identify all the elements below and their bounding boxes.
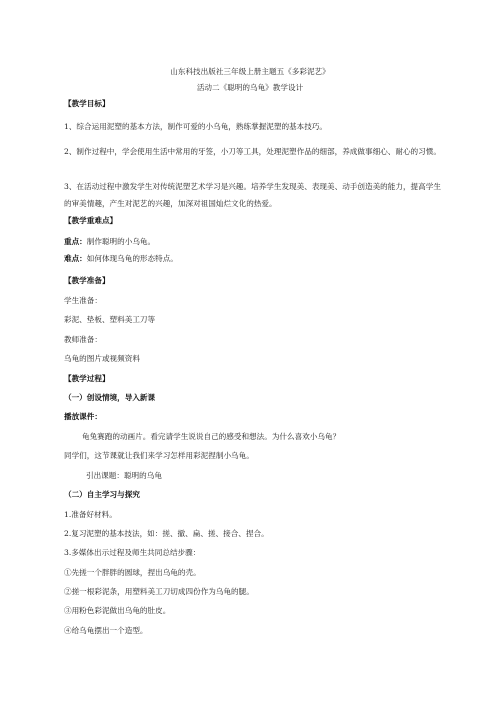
section-2-item-6: ③用粉色彩泥做出乌龟的肚皮。 xyxy=(64,606,171,615)
goal-item-1: 1、综合运用泥塑的基本方法，制作可爱的小乌龟，熟练掌握泥塑的基本技巧。 xyxy=(64,122,328,131)
section-2-title: （二）自主学习与探究 xyxy=(64,490,140,499)
section-2-item-4: ①先搓一个胖胖的圆球，捏出乌龟的壳。 xyxy=(64,568,201,577)
process-heading: 【教学过程】 xyxy=(64,374,110,383)
doc-title-line-2: 活动二《聪明的乌龟》教学设计 xyxy=(196,83,304,92)
section-2-item-5: ②搓一根彩泥条，用塑料美工刀切成四份作为乌龟的腿。 xyxy=(64,587,254,596)
key-points-heading: 【教学重难点】 xyxy=(64,216,118,225)
section-1-sub: 播放课件： xyxy=(64,412,102,421)
key-point-line xyxy=(64,236,444,247)
key-text: 制作聪明的小乌龟。 xyxy=(86,237,156,246)
prep-heading: 【教学准备】 xyxy=(64,276,110,285)
key-label: 重点： xyxy=(64,237,87,246)
difficulty-line xyxy=(64,253,444,264)
section-1-para-2: 同学们，这节课就让我们来学习怎样用彩泥捏制小乌龟。 xyxy=(64,451,254,460)
doc-title-line-1: 山东科技出版社三年级上册主题五《多彩泥艺》 xyxy=(170,67,330,76)
section-1-para-3: 引出课题：聪明的乌龟 xyxy=(86,471,162,480)
section-2-item-3: 3.多媒体出示过程及师生共同总结步骤： xyxy=(64,548,201,557)
difficulty-text: 如何体现乌龟的形态特点。 xyxy=(86,254,178,263)
goals-heading: 【教学目标】 xyxy=(64,99,110,108)
goal-item-2: 2、制作过程中，学会使用生活中常用的牙签，小刀等工具，处理泥塑作品的细部，养成做事细心、耐心的习惯。 xyxy=(64,147,441,156)
section-2-item-7: ④给乌龟摆出一个造型。 xyxy=(64,626,148,635)
section-1-para-1: 龟兔赛跑的动画片。看完请学生说说自己的感受和想法。为什么喜欢小乌龟？ xyxy=(82,432,341,441)
section-2-item-2: 2.复习泥塑的基本技法，如：搓、撤、扁、搓、接合、捏合。 xyxy=(64,529,269,538)
goal-item-3: 3、在活动过程中激发学生对传统泥塑艺术学习是兴趣。培养学生发现美、表现美、动手创造美的能力，提高学生的审美情趣，产生对泥艺的兴趣，加深对祖国灿烂文化的热爱。 xyxy=(64,182,441,208)
student-prep-label: 学生准备： xyxy=(64,296,102,305)
section-2-item-1: 1.准备好材料。 xyxy=(64,510,117,519)
teacher-prep-label: 教师准备： xyxy=(64,335,102,344)
teacher-prep-items: 乌龟的图片或视频资料 xyxy=(64,354,140,363)
student-prep-items: 彩泥、垫板、塑料美工刀等 xyxy=(64,315,156,324)
section-1-title: （一）创设情境，导入新课 xyxy=(64,393,156,402)
difficulty-label: 难点： xyxy=(64,254,87,263)
